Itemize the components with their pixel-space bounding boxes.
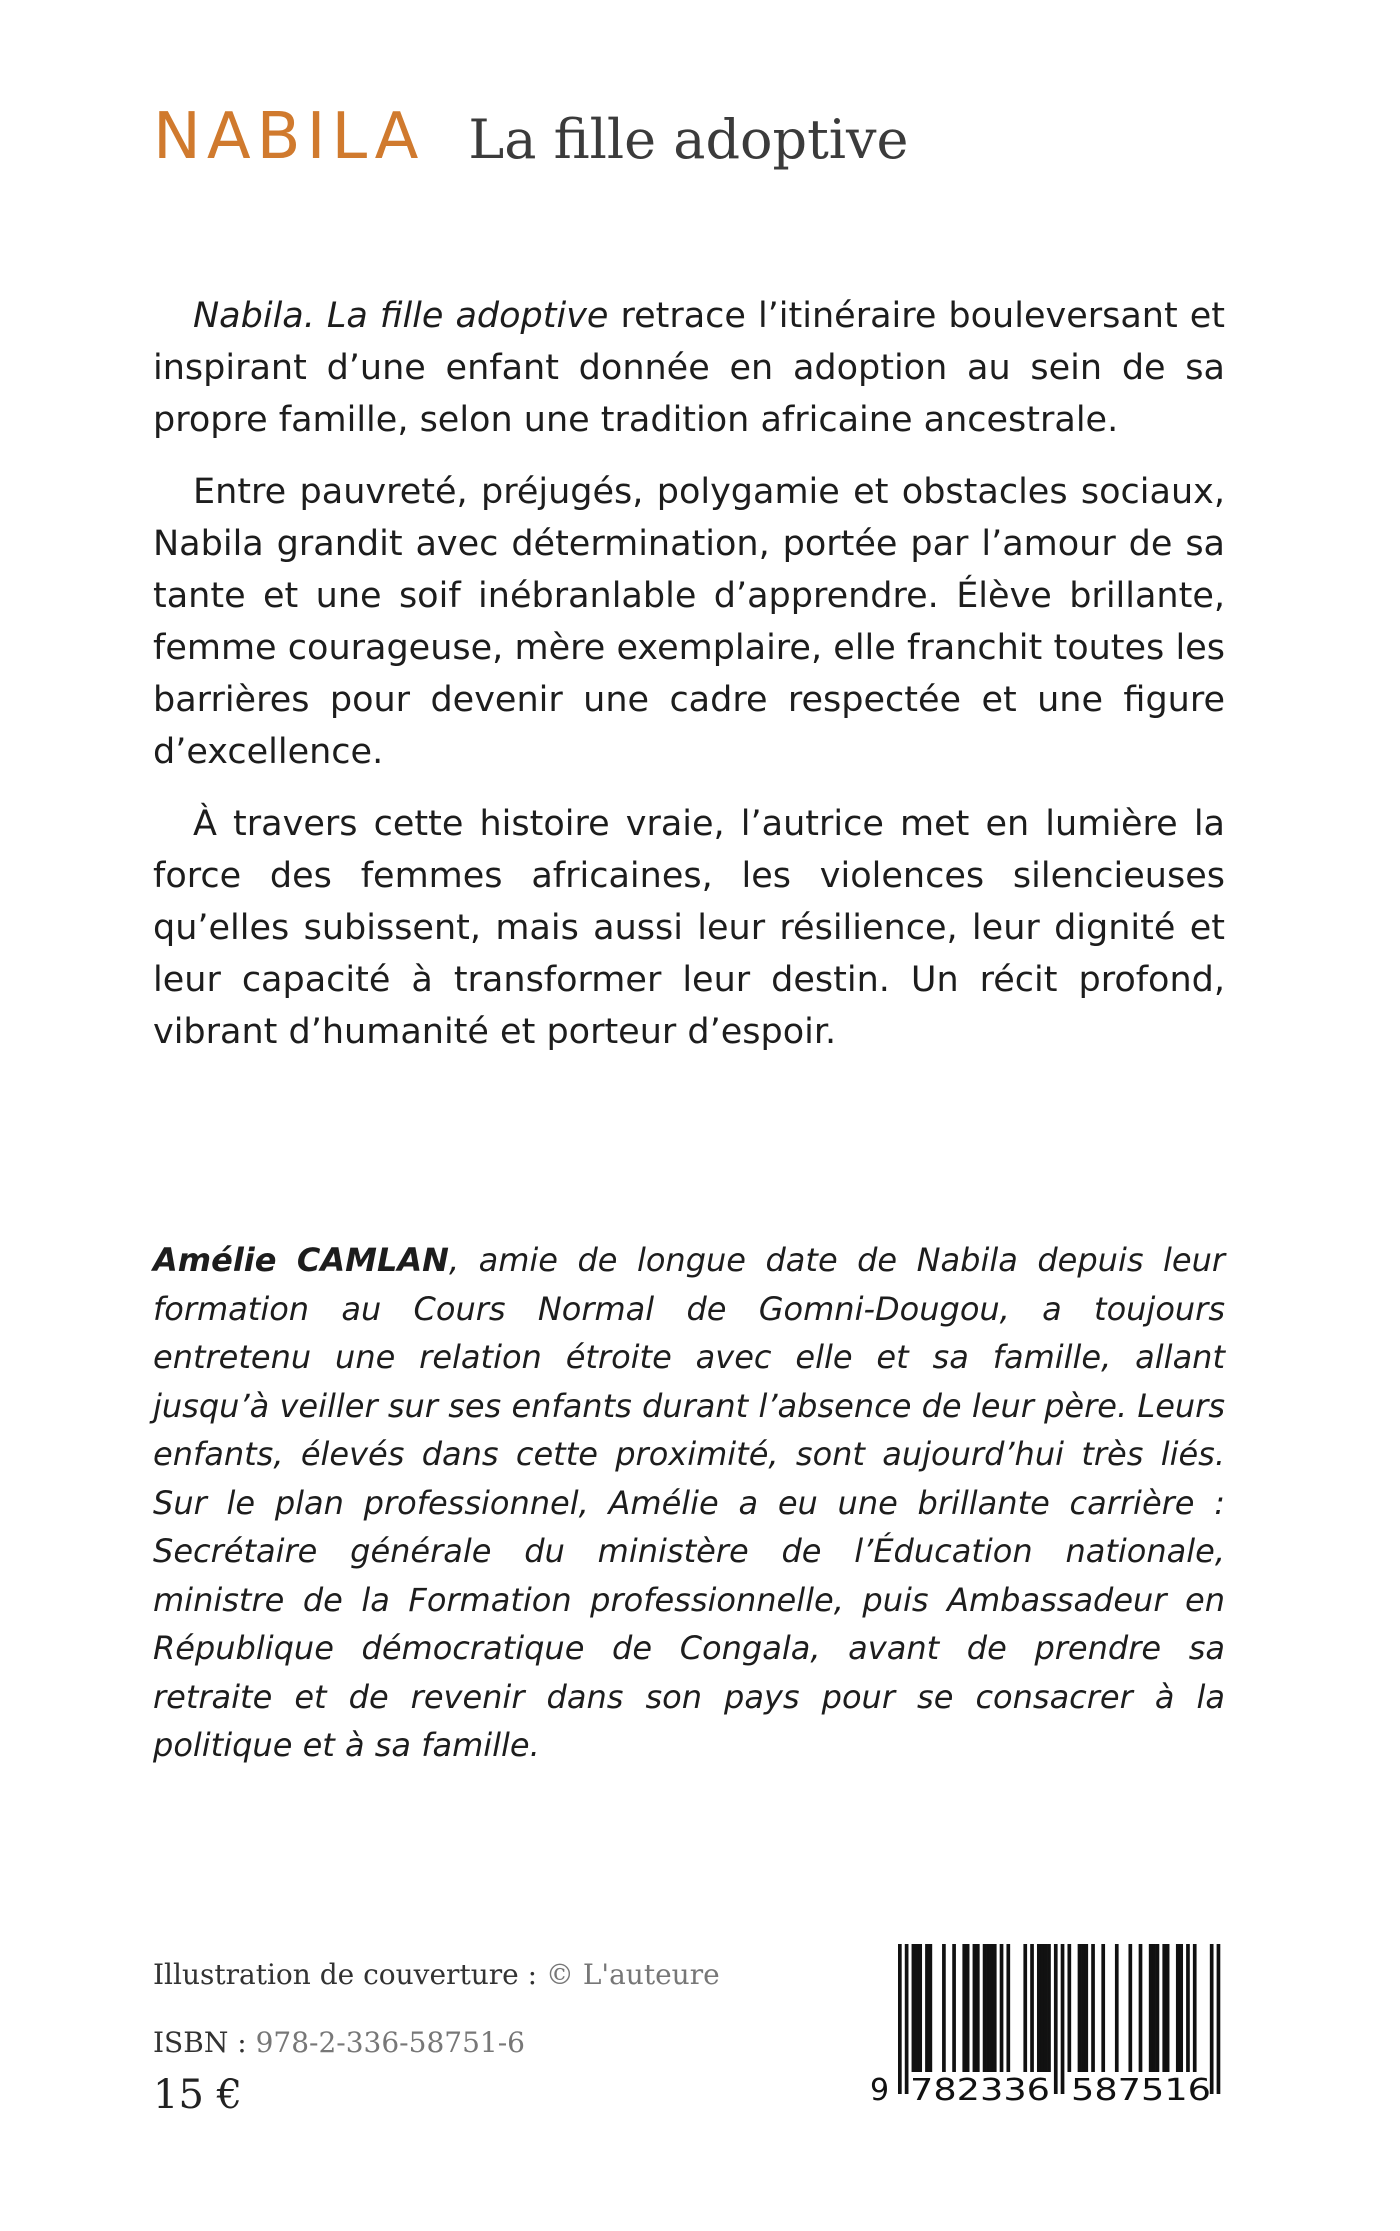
barcode-bar-28 (1078, 1944, 1082, 2072)
barcode-lead-digit: 9 (870, 2073, 890, 2108)
barcode-bar-7 (942, 1944, 946, 2072)
barcode-bar-33 (1115, 1944, 1119, 2072)
barcode-bar-6 (929, 1944, 933, 2072)
barcode-bar-36 (1149, 1944, 1153, 2072)
barcode-bar-10 (966, 1944, 970, 2072)
cover-credit-label: Illustration de couverture : (153, 1958, 546, 1991)
author-bio-text: , amie de longue date de Nabila depuis leur formation au Cours Normal de Gomni-Dougou, a toujours entretenu une relation étroite avec elle et sa famille, allant jusqu’à veiller sur ses enfants durant l’absence de leur père. Leurs enfants, élevés dans cette proximité, sont aujourd’hui très liés. Sur le plan professionnel, Amélie a eu une brillante carrière : Secrétaire générale du ministère de l’Éducation nationale, ministre de la Formation professionnelle, puis Ambassadeur en République démocratique de Congala, avant de prendre sa retraite et de revenir dans son pays pour se consacrer à la politique et à sa famille. (153, 1241, 1226, 1764)
isbn-value: 978-2-336-58751-6 (255, 2026, 525, 2059)
barcode-bar-26 (1061, 1944, 1065, 2094)
barcode-bar-17 (1000, 1944, 1004, 2072)
book-subtitle: La fille adoptive (468, 108, 909, 171)
barcode-bar-43 (1186, 1944, 1190, 2072)
barcode-bar-46 (1217, 1944, 1221, 2094)
cover-credit-value: © L'auteure (545, 1958, 720, 1991)
barcode-bar-44 (1193, 1944, 1197, 2072)
author-bio (153, 1236, 1225, 1770)
barcode-bar-34 (1128, 1944, 1132, 2072)
barcode-bar-42 (1179, 1944, 1183, 2072)
barcode-bar-20 (1030, 1944, 1034, 2072)
isbn (153, 2026, 525, 2059)
book-blurb (153, 290, 1225, 1078)
barcode-bar-27 (1067, 1944, 1071, 2072)
barcode-bar-45 (1210, 1944, 1214, 2094)
barcode-bar-14 (986, 1944, 990, 2072)
author-name: Amélie CAMLAN (153, 1241, 449, 1279)
barcode-bar-37 (1152, 1944, 1156, 2072)
barcode-right-digits: 587516 (1071, 2073, 1211, 2108)
barcode-bar-3 (915, 1944, 919, 2072)
blurb-paragraph-1-text: retrace l’itinéraire bouleversant et inspirant d’une enfant donnée en adoption au sein de sa propre famille, selon une tradition africaine ancestrale. (153, 296, 1225, 440)
book-title: NABILA (153, 100, 425, 174)
barcode-bars (898, 1944, 1220, 2094)
barcode-bar-4 (918, 1944, 922, 2072)
blurb-paragraph-1 (153, 290, 1225, 446)
barcode-bar-9 (962, 1944, 966, 2072)
book-header (153, 100, 909, 174)
barcode-bar-25 (1054, 1944, 1058, 2094)
barcode-bar-29 (1081, 1944, 1085, 2072)
blurb-paragraph-3: À travers cette histoire vraie, l’autrice met en lumière la force des femmes africaines, les violences silencieuses qu’elles subissent, mais aussi leur résilience, leur dignité et leur capacité à transformer leur destin. Un récit profond, vibrant d’humanité et porteur d’espoir. (153, 804, 1225, 1052)
barcode-bar-16 (993, 1944, 997, 2072)
barcode-bar-30 (1084, 1944, 1088, 2072)
barcode-bar-31 (1091, 1944, 1095, 2072)
blurb-title-italic: Nabila. La fille adoptive (193, 296, 609, 336)
barcode-bar-24 (1047, 1944, 1051, 2072)
barcode-bar-15 (990, 1944, 994, 2072)
barcode-bar-22 (1040, 1944, 1044, 2072)
barcode-bar-18 (1006, 1944, 1010, 2072)
barcode-bar-35 (1139, 1944, 1143, 2072)
barcode-bar-2 (912, 1944, 916, 2072)
barcode (868, 1940, 1230, 2110)
barcode-bar-41 (1176, 1944, 1180, 2072)
barcode-bar-1 (905, 1944, 909, 2094)
cover-credit (153, 1958, 720, 1991)
price: 15 € (153, 2072, 243, 2118)
barcode-bar-32 (1101, 1944, 1105, 2072)
isbn-label: ISBN : (153, 2026, 256, 2059)
barcode-left-digits: 782336 (910, 2073, 1050, 2108)
barcode-bar-5 (925, 1944, 929, 2072)
barcode-graphic (868, 1940, 1230, 2110)
blurb-paragraph-2: Entre pauvreté, préjugés, polygamie et obstacles sociaux, Nabila grandit avec détermination, portée par l’amour de sa tante et une soif inébranlable d’apprendre. Élève brillante, femme courageuse, mère exemplaire, elle franchit toutes les barrières pour devenir une cadre respectée et une figure d’excellence. (153, 472, 1225, 772)
barcode-bar-12 (976, 1944, 980, 2072)
barcode-bar-23 (1044, 1944, 1048, 2072)
barcode-bar-21 (1037, 1944, 1041, 2072)
barcode-bar-19 (1023, 1944, 1027, 2072)
barcode-bar-8 (952, 1944, 956, 2072)
barcode-bar-11 (973, 1944, 977, 2072)
barcode-bar-40 (1166, 1944, 1170, 2072)
barcode-bar-39 (1162, 1944, 1166, 2072)
barcode-bar-38 (1156, 1944, 1160, 2072)
barcode-bar-0 (898, 1944, 902, 2094)
barcode-bar-13 (983, 1944, 987, 2072)
